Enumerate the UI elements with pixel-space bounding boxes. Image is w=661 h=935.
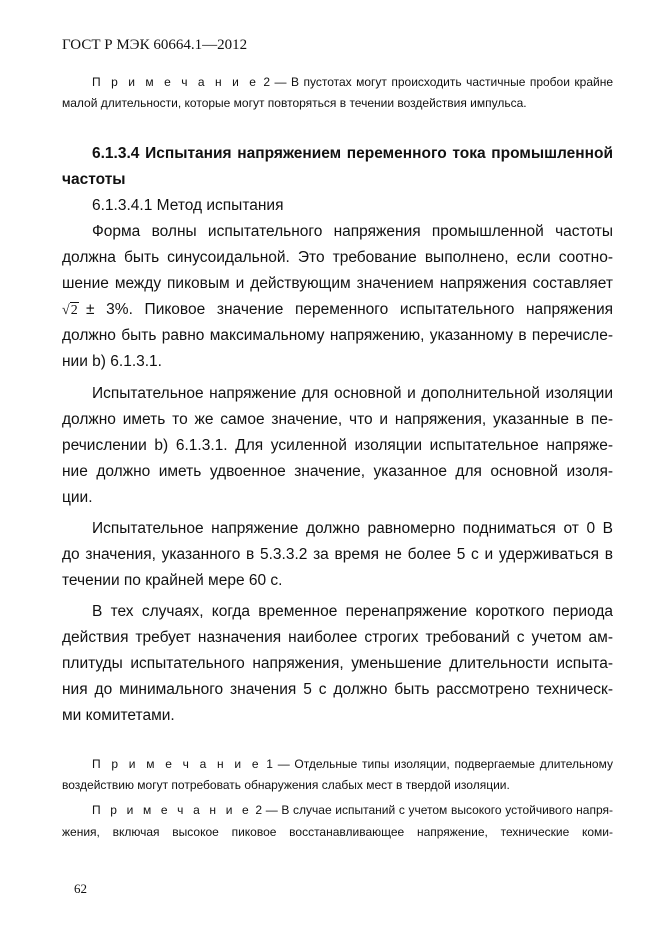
- p2-line2: должно иметь то же самое значение, что и напряжения, указанные в пе-: [62, 411, 613, 428]
- sqrt-formula: [62, 302, 79, 319]
- note1-text: 1 — Отдельные типы изоляции, подвергаемые длительному: [261, 757, 613, 771]
- p4-line1: В тех случаях, когда временное перенапряжение короткого периода: [92, 603, 613, 620]
- subsection-title: 6.1.3.4.1 Метод испытания: [92, 197, 284, 214]
- note2-text: 2 — В случае испытаний с учетом высокого устойчивого напря-: [251, 803, 613, 817]
- p1-line6: нии b) 6.1.3.1.: [62, 353, 162, 370]
- sqrt-value: 2: [70, 303, 78, 318]
- note1-line1: [92, 757, 613, 771]
- p1-line4-prefix: [62, 301, 79, 319]
- p2-line4: ние должно иметь удвоенное значение, указанное для основной изоля-: [62, 463, 613, 480]
- note-top-line1: [92, 75, 613, 89]
- note-top-line2: малой длительности, которые могут повторяться в течении воздействия импульса.: [62, 96, 527, 110]
- p3-line3: течении по крайней мере 60 с.: [62, 572, 283, 589]
- p4-line2: действия требует назначения наиболее строгих требований с учетом ам-: [62, 629, 613, 646]
- p1-line4: ± 3%. Пиковое значение переменного испытательного напряжения: [86, 301, 613, 318]
- p2-line3: речислении b) 6.1.3.1. Для усиленной изоляции испытательное напряже-: [62, 437, 613, 454]
- p3-line1: Испытательное напряжение должно равномерно подниматься от 0 В: [92, 520, 613, 537]
- p4-line5: ми комитетами.: [62, 707, 175, 724]
- p2-line1: Испытательное напряжение для основной и дополнительной изоляции: [92, 385, 613, 402]
- p2-line5: ции.: [62, 489, 93, 506]
- note-text: 2 — В пустотах могут происходить частичные пробои крайне: [258, 75, 613, 89]
- p1-line5: должно быть равно максимальному напряжению, указанному в перечисле-: [62, 327, 613, 344]
- page-number: 62: [74, 881, 87, 896]
- p1-line1: Форма волны испытательного напряжения промышленной частоты: [92, 223, 613, 240]
- p4-line3: плитуды испытательного напряжения, уменьшение длительности испыта-: [62, 655, 613, 672]
- p1-line2: должна быть синусоидальной. Это требование выполнено, если соотно-: [62, 249, 613, 266]
- note2-line1: [92, 803, 613, 817]
- section-title-line1: 6.1.3.4 Испытания напряжением переменного тока промышленной: [92, 145, 613, 162]
- note1-line2: воздействию могут потребовать обнаружения слабых мест в твердой изоляции.: [62, 778, 510, 792]
- p1-line3: шение между пиковым и действующим значением напряжения составляет: [62, 275, 613, 292]
- sqrt-symbol: √: [62, 303, 70, 318]
- note1-label: П р и м е ч а н и е: [92, 757, 262, 771]
- note-label: П р и м е ч а н и е: [92, 75, 259, 89]
- p4-line4: ния до минимального значения 5 с должно быть рассмотрено техническ-: [62, 681, 613, 698]
- note2-line2: жения, включая высокое пиковое восстанавливающее напряжение, технические коми-: [62, 825, 613, 839]
- section-title-line2: частоты: [62, 171, 126, 188]
- p3-line2: до значения, указанного в 5.3.3.2 за время не более 5 с и удерживаться в: [62, 546, 613, 563]
- document-header: ГОСТ Р МЭК 60664.1—2012: [62, 37, 248, 53]
- note2-label: П р и м е ч а н и е: [92, 803, 252, 817]
